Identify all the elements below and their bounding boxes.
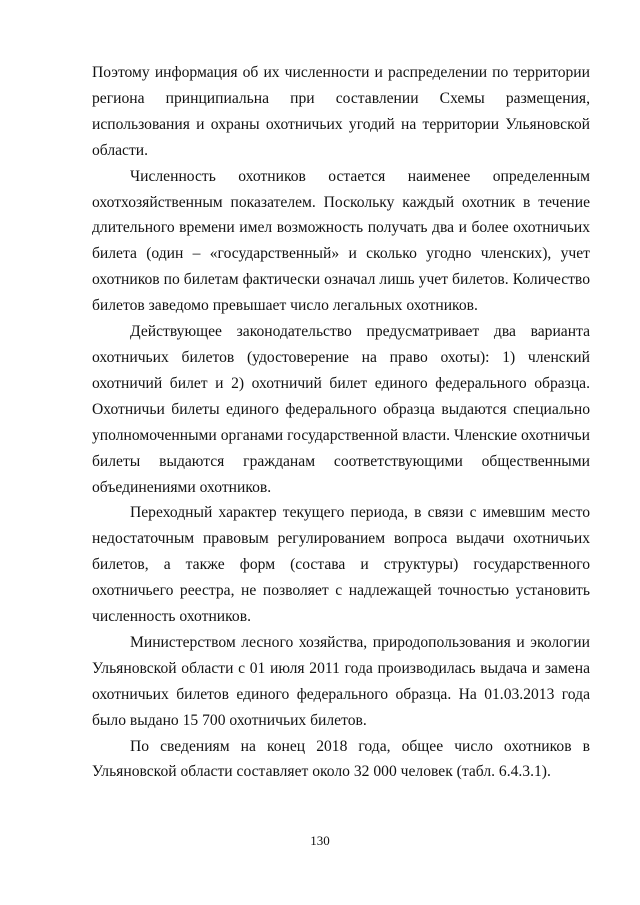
paragraph-4: Переходный характер текущего периода, в связи с имевшим место недостаточным правовым регулированием вопроса выдачи охотничьих билетов, а также форм (состава и структуры) государственного охотничьего реестра, не позволяет с надлежащей точностью установить численность охотников. (92, 504, 590, 626)
page-number: 130 (310, 833, 330, 848)
paragraph-5: Министерством лесного хозяйства, природопользования и экологии Ульяновской области с 01 июля 2011 года производилась выдача и замена охотничьих билетов единого федерального образца. На 01.03.2013 года было выдано 15 700 охотничьих билетов. (92, 633, 590, 729)
paragraph-3: Действующее законодательство предусматривает два варианта охотничьих билетов (удостоверение на право охоты): 1) членский охотничий билет и 2) охотничий билет единого федерального образца. Охотничьи билеты единого федерального образца выдаются специально уполномоченными органами государственной власти. Членские охотничьи билеты выдаются гражданам соответствующими общественными объединениями охотников. (92, 323, 590, 496)
paragraph-1: Поэтому информация об их численности и распределении по территории региона принципиальна при составлении Схемы размещения, использования и охраны охотничьих угодий на территории Ульяновской области. (92, 64, 590, 159)
paragraph-6: По сведениям на конец 2018 года, общее число охотников в Ульяновской области составляет около 32 000 человек (табл. 6.4.3.1). (92, 737, 590, 781)
paragraph-2: Численность охотников остается наименее определенным охотхозяйственным показателем. Поскольку каждый охотник в течение длительного времени имел возможность получать два и более охотничьих билета (один – «государственный» и сколько угодно членских), учет охотников по билетам фактически означал лишь учет билетов. Количество билетов заведомо превышает число легальных охотников. (92, 167, 590, 315)
body-text (92, 60, 590, 785)
